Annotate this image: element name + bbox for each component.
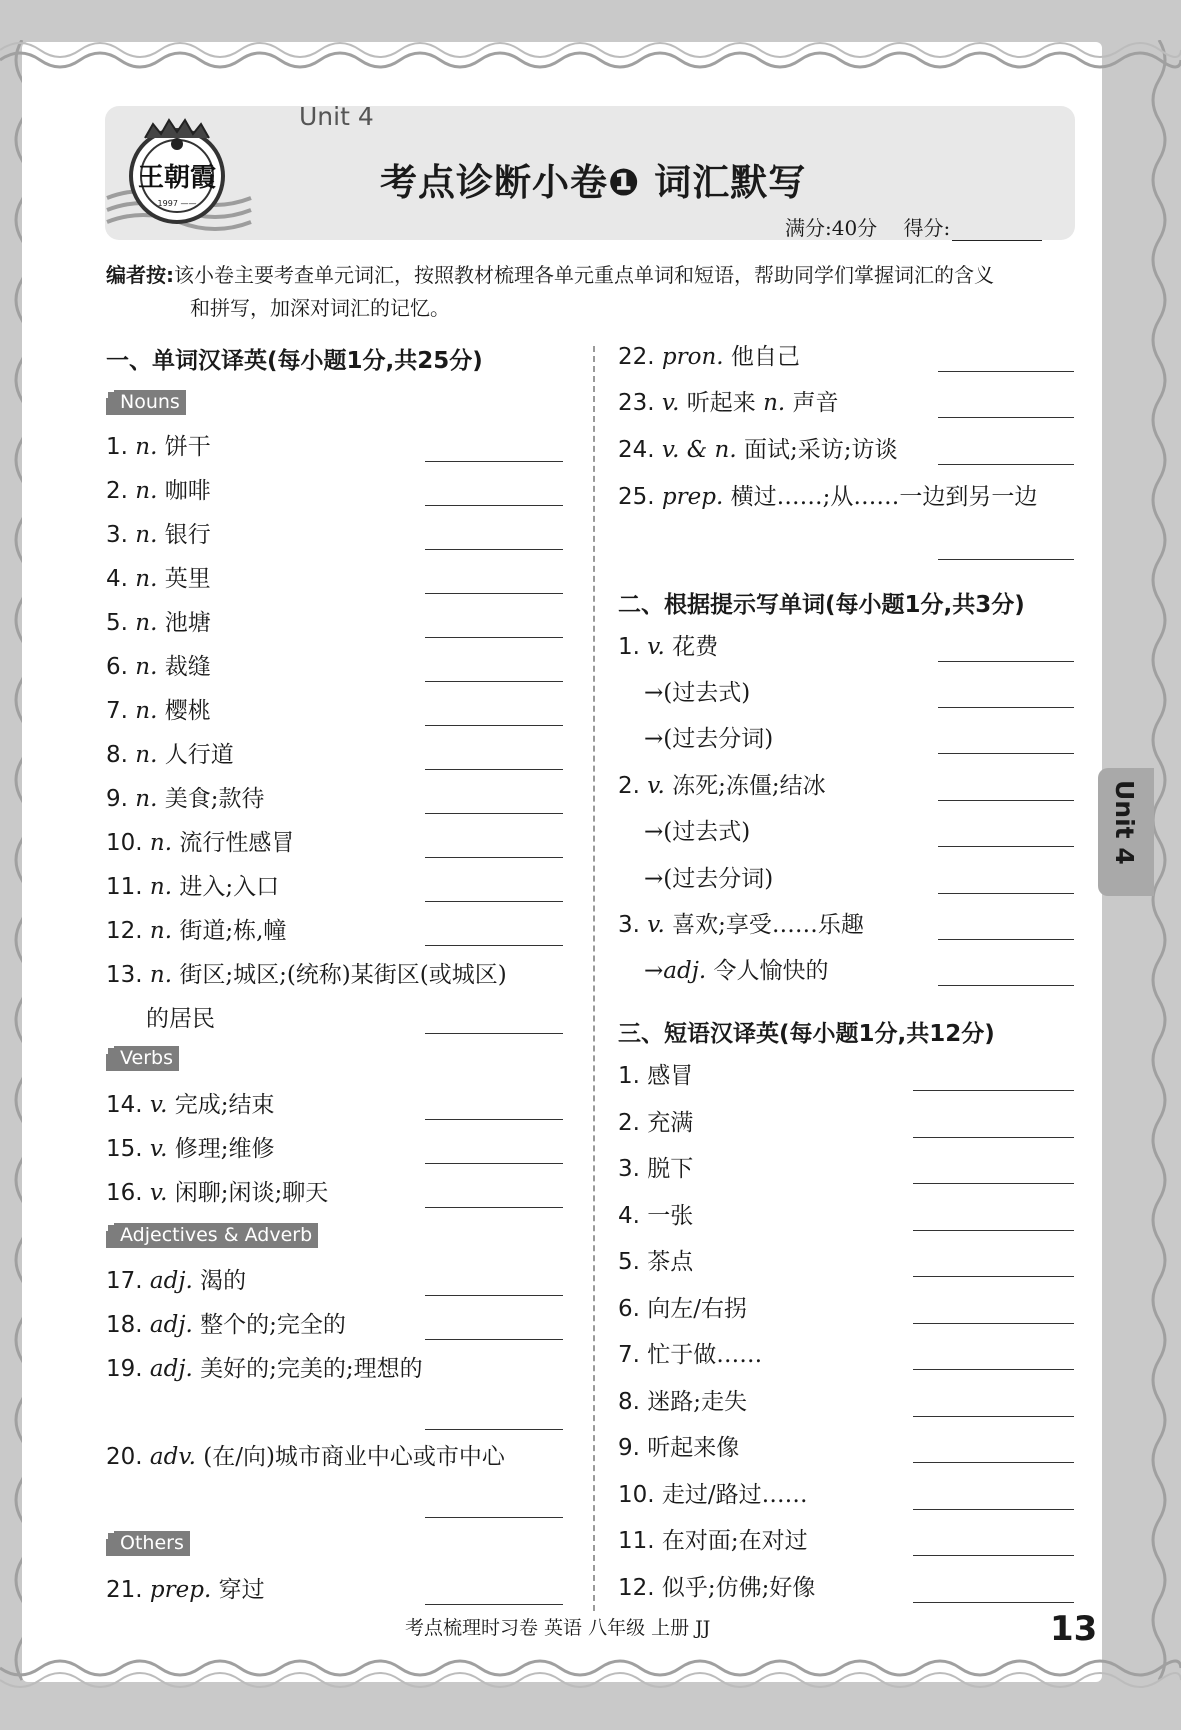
item-number: 23. [618, 390, 662, 416]
item-prompt: 街道;栋,幢 [179, 918, 287, 944]
item-number: 7. [618, 1342, 648, 1368]
column-divider [593, 346, 595, 1611]
answer-blank[interactable] [425, 1162, 563, 1164]
item-number: 1. [618, 634, 648, 660]
side-unit-tab [1098, 768, 1154, 896]
answer-blank[interactable] [913, 1601, 1074, 1603]
vocab-item [106, 476, 211, 506]
part-of-speech: n. [149, 874, 180, 900]
item-prompt: 裁缝 [164, 654, 211, 680]
part-of-speech: v. [647, 634, 673, 660]
item-prompt: 面试;采访;访谈 [744, 437, 898, 463]
phrase-item [618, 1340, 762, 1370]
phrase-item [618, 1526, 808, 1556]
category-verbs: Verbs [106, 1046, 179, 1071]
vocab-item [618, 435, 898, 465]
item-number: 2. [618, 1109, 648, 1136]
part-of-speech: n. [135, 698, 165, 724]
answer-blank[interactable] [425, 460, 563, 462]
vocab-item [106, 608, 211, 638]
vocab-item [618, 342, 800, 372]
answer-blank[interactable] [425, 900, 563, 902]
item-prompt: 渴的 [200, 1268, 247, 1294]
note-label: 编者按: [106, 263, 174, 287]
page-number: 13 [1050, 1609, 1098, 1649]
item-prompt: →(过去式) [644, 819, 751, 845]
item-number: 8. [106, 742, 136, 768]
item-prompt: 脱下 [647, 1156, 694, 1182]
item-number: 4. [106, 566, 136, 592]
answer-blank[interactable] [425, 1032, 563, 1034]
answer-blank[interactable] [913, 1554, 1074, 1556]
answer-blank[interactable] [913, 1229, 1074, 1231]
category-adjectives-adverb: Adjectives & Adverb [106, 1223, 318, 1248]
part-of-speech: n. [135, 742, 165, 768]
part-of-speech: n. [135, 478, 165, 504]
phrase-item [618, 1247, 693, 1277]
item-prompt: (在/向)城市商业中心或市中心 [203, 1444, 505, 1470]
phrase-item [618, 1433, 739, 1463]
phrase-item [618, 1108, 693, 1138]
answer-blank[interactable] [938, 845, 1074, 847]
phrase-item [618, 1201, 693, 1231]
item-prompt: 听起来像 [647, 1435, 740, 1461]
svg-text:1997 ——: 1997 —— [157, 199, 197, 208]
item-number: 24. [618, 437, 662, 463]
item-number: 8. [618, 1388, 648, 1415]
word-form-item [644, 956, 828, 986]
full-score: 满分:40分 [785, 216, 878, 240]
item-number: 15. [106, 1136, 150, 1162]
item-prompt: 喜欢;享受……乐趣 [672, 912, 864, 938]
word-form-item [644, 678, 750, 708]
item-prompt: →(过去式) [644, 680, 751, 706]
answer-blank[interactable] [913, 1136, 1074, 1138]
item-number: 12. [618, 1574, 662, 1601]
score-blank[interactable] [952, 222, 1042, 241]
item-prompt: 忙于做…… [647, 1342, 763, 1368]
item-number: 9. [106, 786, 136, 812]
item-number: 11. [106, 874, 150, 900]
answer-blank[interactable] [425, 548, 563, 550]
answer-blank[interactable] [913, 1508, 1074, 1510]
section1-title: 一、单词汉译英(每小题1分,共25分) [106, 348, 483, 374]
item-prompt: 美好的;完美的;理想的 [200, 1356, 423, 1382]
item-number: 12. [106, 918, 150, 944]
item-prompt: 人行道 [164, 742, 234, 768]
answer-blank[interactable] [425, 1603, 563, 1605]
vocab-item [618, 482, 1037, 512]
answer-blank[interactable] [425, 768, 563, 770]
item-number: 1. [106, 434, 136, 460]
answer-blank[interactable] [938, 558, 1074, 560]
answer-blank[interactable] [425, 856, 563, 858]
part-of-speech: n. [135, 654, 165, 680]
item-prompt: 完成;结束 [174, 1092, 275, 1118]
answer-blank[interactable] [938, 706, 1074, 708]
part-of-speech: v. [647, 773, 673, 799]
vocab-item [106, 652, 211, 682]
score-line [785, 212, 1042, 241]
part-of-speech: n. [135, 566, 165, 592]
item-prompt: 令人愉快的 [713, 958, 829, 984]
note-line-2: 和拼写，加深对词汇的记忆。 [190, 296, 450, 320]
answer-blank[interactable] [425, 1118, 563, 1120]
item-prompt: 池塘 [164, 610, 211, 636]
vocab-item [106, 564, 211, 594]
item-prompt: 英里 [164, 566, 211, 592]
answer-blank[interactable] [938, 892, 1074, 894]
item-prompt: 樱桃 [164, 698, 211, 724]
item-number: 20. [106, 1444, 150, 1470]
bottom-wave-border [0, 1648, 1181, 1708]
item-number: 17. [106, 1268, 150, 1294]
answer-blank[interactable] [425, 724, 563, 726]
item-prompt: 横过……;从……一边到另一边 [730, 484, 1038, 510]
item-prompt: 进入;入口 [179, 874, 280, 900]
word-form-item [618, 910, 864, 940]
item-number: 14. [106, 1092, 150, 1118]
side-unit-label: Unit 4 [1110, 780, 1139, 865]
part-of-speech: v. [149, 1092, 175, 1118]
answer-blank[interactable] [425, 680, 563, 682]
vocab-item [618, 388, 839, 418]
answer-blank[interactable] [913, 1089, 1074, 1091]
item-prompt: 闲聊;闲谈;聊天 [174, 1180, 329, 1206]
part-of-speech: v. [661, 390, 687, 416]
item-prompt: 向左/右拐 [647, 1295, 748, 1322]
score-label: 得分: [903, 216, 951, 240]
item-prompt: 花费 [672, 634, 719, 660]
answer-blank[interactable] [938, 799, 1074, 801]
phrase-item [618, 1294, 747, 1324]
vocab-item [106, 740, 234, 770]
answer-blank[interactable] [938, 370, 1074, 372]
vocab-item [106, 1266, 246, 1296]
footer-text: 考点梳理时习卷 英语 八年级 上册 JJ [405, 1617, 711, 1639]
answer-blank[interactable] [425, 1294, 563, 1296]
item-number: 9. [618, 1435, 648, 1461]
part-of-speech: v. [647, 912, 673, 938]
word-form-item [618, 771, 826, 801]
item-number: 3. [618, 1156, 648, 1182]
answer-blank[interactable] [425, 944, 563, 946]
part-of-speech: v. [149, 1180, 175, 1206]
vocab-item [106, 1090, 275, 1120]
item-prompt: 听起来 [686, 390, 756, 416]
publisher-seal-logo [105, 106, 255, 240]
vocab-item [106, 520, 211, 550]
item-number: 4. [618, 1202, 648, 1229]
category-others: Others [106, 1531, 190, 1556]
item-prompt: 美食;款待 [164, 786, 265, 812]
item-number: 11. [618, 1528, 662, 1554]
item-prompt: 走过/路过…… [661, 1481, 808, 1508]
unit-label: Unit 4 [299, 102, 374, 131]
answer-blank[interactable] [425, 812, 563, 814]
part-of-speech: n. [135, 610, 165, 636]
item-number: 19. [106, 1356, 150, 1382]
vocab-item [106, 1310, 346, 1340]
item-number: 16. [106, 1180, 150, 1206]
word-form-item [644, 817, 750, 847]
vocab-item [106, 696, 211, 726]
item-prompt: 咖啡 [164, 478, 211, 504]
item-prompt: 饼干 [164, 434, 211, 460]
part-of-speech: pron. [661, 344, 731, 370]
vocab-item [106, 1442, 505, 1472]
phrase-item [618, 1387, 747, 1417]
answer-blank[interactable] [425, 1428, 563, 1430]
part-of-speech: prep. [149, 1577, 219, 1603]
item-number: 7. [106, 698, 136, 724]
answer-blank[interactable] [938, 416, 1074, 418]
answer-blank[interactable] [913, 1415, 1074, 1417]
item-prompt: 感冒 [647, 1063, 694, 1089]
top-wave-border [0, 20, 1181, 80]
item-prompt: 冻死;冻僵;结冰 [672, 773, 826, 799]
part-of-speech: n. [149, 918, 180, 944]
answer-blank[interactable] [913, 1461, 1074, 1463]
item-prompt: 在对面;在对过 [661, 1528, 808, 1554]
part-of-speech: adj. [149, 1356, 201, 1382]
part-of-speech: n. [755, 390, 793, 416]
vocab-item [106, 828, 294, 858]
item-prompt: 街区;城区;(统称)某街区(或城区) [179, 962, 507, 988]
item-prompt: 流行性感冒 [179, 830, 295, 856]
part-of-speech: n. [149, 830, 180, 856]
word-form-item [644, 724, 773, 754]
answer-blank[interactable] [425, 1338, 563, 1340]
item-prompt: 的居民 [146, 1006, 215, 1032]
section3-title: 三、短语汉译英(每小题1分,共12分) [618, 1021, 995, 1047]
item-prompt: 一张 [647, 1202, 694, 1229]
answer-blank[interactable] [938, 752, 1074, 754]
item-prompt: →(过去分词) [644, 866, 774, 892]
item-number: 10. [106, 830, 150, 856]
part-of-speech: n. [135, 522, 165, 548]
vocab-item [146, 1004, 215, 1034]
part-of-speech: v. & n. [661, 437, 744, 463]
vocab-item [106, 960, 507, 990]
part-of-speech: →adj. [644, 958, 714, 984]
answer-blank[interactable] [938, 660, 1074, 662]
answer-blank[interactable] [938, 463, 1074, 465]
answer-blank[interactable] [425, 592, 563, 594]
item-prompt: 迷路;走失 [647, 1388, 748, 1415]
answer-blank[interactable] [938, 938, 1074, 940]
svg-text:王朝霞: 王朝霞 [137, 163, 217, 193]
item-prompt: 充满 [647, 1109, 694, 1136]
part-of-speech: n. [135, 786, 165, 812]
vocab-item [106, 1354, 423, 1384]
category-nouns: Nouns [106, 390, 186, 415]
item-number: 1. [618, 1063, 648, 1089]
answer-blank[interactable] [913, 1275, 1074, 1277]
answer-blank[interactable] [913, 1182, 1074, 1184]
item-number: 13. [106, 962, 150, 988]
editor-note [106, 259, 1076, 325]
item-number: 10. [618, 1481, 662, 1508]
vocab-item [106, 1178, 328, 1208]
vocab-item [106, 784, 264, 814]
item-number: 3. [106, 522, 136, 548]
word-form-item [644, 864, 773, 894]
item-number: 5. [618, 1249, 648, 1275]
item-number: 22. [618, 344, 662, 370]
item-number: 2. [106, 478, 136, 504]
vocab-item [106, 432, 211, 462]
part-of-speech: v. [149, 1136, 175, 1162]
item-prompt: 修理;维修 [174, 1136, 275, 1162]
section2-title: 二、根据提示写单词(每小题1分,共3分) [618, 592, 1025, 618]
phrase-item [618, 1573, 815, 1603]
item-number: 21. [106, 1577, 150, 1603]
item-prompt: 茶点 [647, 1249, 694, 1275]
item-number: 6. [106, 654, 136, 680]
part-of-speech: prep. [661, 484, 731, 510]
item-number: 5. [106, 610, 136, 636]
phrase-item [618, 1154, 693, 1184]
note-line-1: 该小卷主要考查单元词汇，按照教材梳理各单元重点单词和短语，帮助同学们掌握词汇的含义 [174, 263, 994, 287]
item-prompt: →(过去分词) [644, 726, 774, 752]
item-number: 18. [106, 1312, 150, 1338]
phrase-item [618, 1061, 693, 1091]
page-title: 考点诊断小卷❶ 词汇默写 [380, 161, 807, 204]
word-form-item [618, 632, 718, 662]
part-of-speech: n. [135, 434, 165, 460]
item-number: 6. [618, 1295, 648, 1322]
phrase-item [618, 1480, 808, 1510]
item-number: 25. [618, 484, 662, 510]
answer-blank[interactable] [913, 1368, 1074, 1370]
vocab-item [106, 872, 279, 902]
part-of-speech: adv. [149, 1444, 204, 1470]
item-prompt: 似乎;仿佛;好像 [661, 1574, 816, 1601]
answer-blank[interactable] [425, 1516, 563, 1518]
answer-blank[interactable] [938, 984, 1074, 986]
answer-blank[interactable] [913, 1322, 1074, 1324]
vocab-item [106, 1575, 265, 1605]
answer-blank[interactable] [425, 504, 563, 506]
vocab-item [106, 916, 286, 946]
part-of-speech: adj. [149, 1312, 201, 1338]
item-prompt: 银行 [164, 522, 211, 548]
item-prompt: 他自己 [730, 344, 800, 370]
answer-blank[interactable] [425, 1206, 563, 1208]
item-number: 2. [618, 773, 648, 799]
vocab-item [106, 1134, 275, 1164]
item-number: 3. [618, 912, 648, 938]
item-prompt: 声音 [792, 390, 839, 416]
part-of-speech: adj. [149, 1268, 201, 1294]
item-prompt: 整个的;完全的 [200, 1312, 346, 1338]
item-prompt: 穿过 [218, 1577, 265, 1603]
part-of-speech: n. [149, 962, 180, 988]
answer-blank[interactable] [425, 636, 563, 638]
